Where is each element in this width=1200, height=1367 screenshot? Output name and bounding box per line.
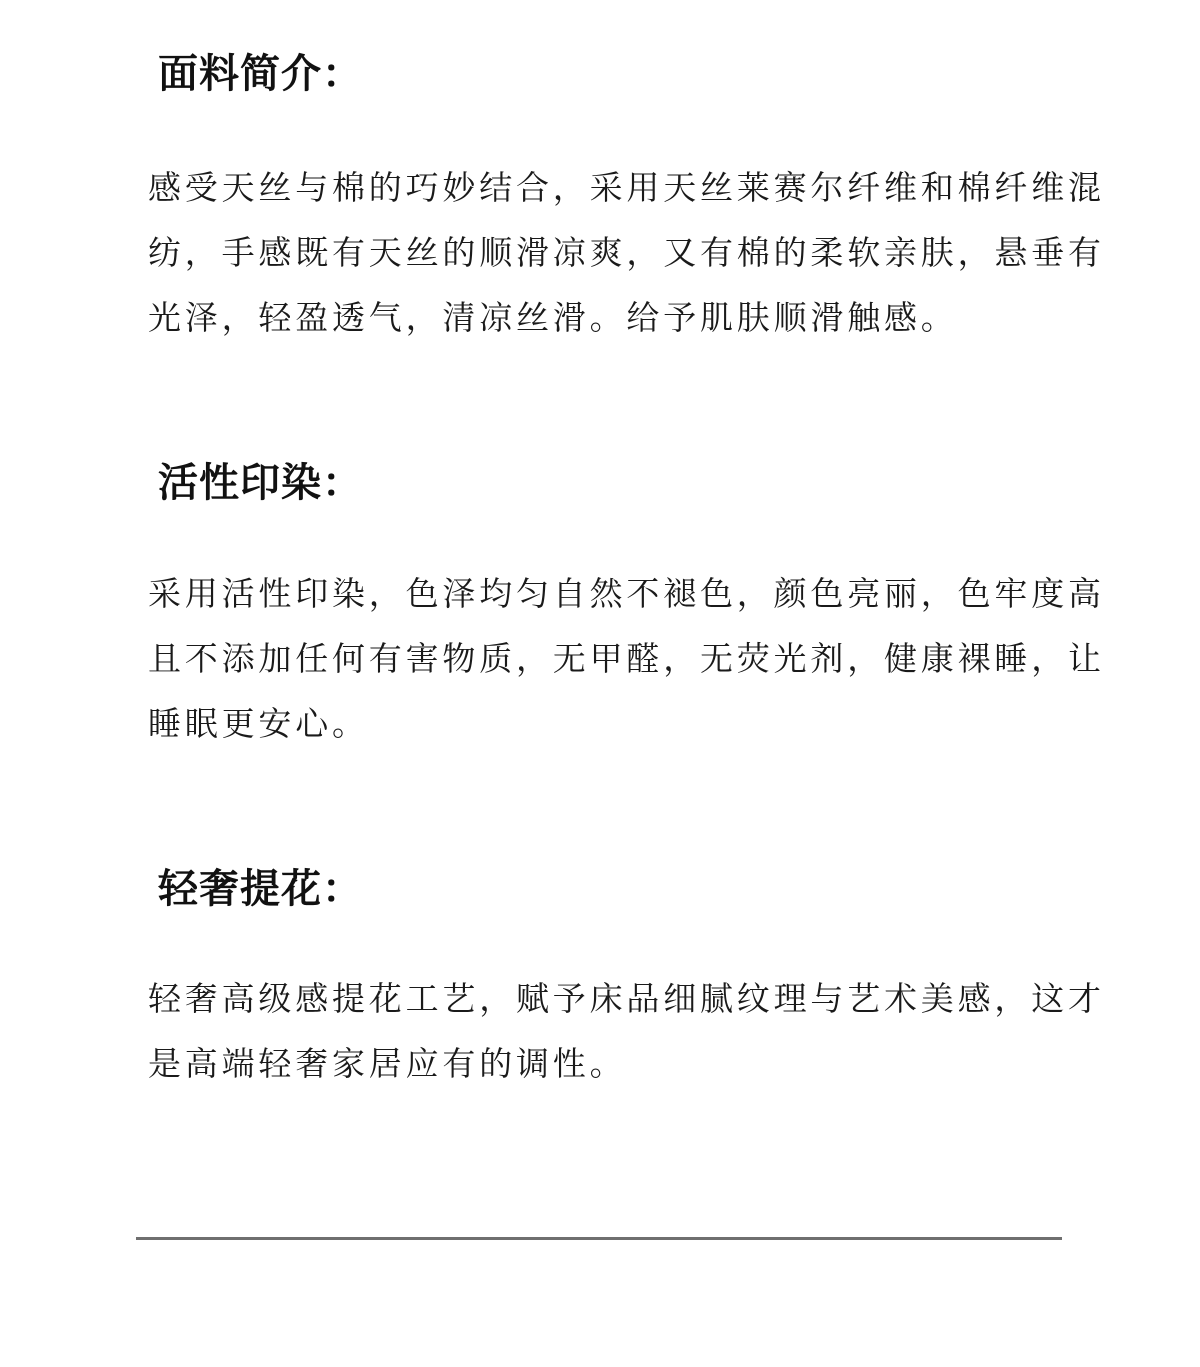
section-body-jacquard [148,966,1105,1096]
section-body-printing [148,561,1105,756]
body-line: 感受天丝与棉的巧妙结合，采用天丝莱赛尔纤维和棉纤维混 [148,168,1105,207]
body-line: 光泽，轻盈透气，清凉丝滑。给予肌肤顺滑触感。 [148,298,958,337]
body-line: 是高端轻奢家居应有的调性。 [148,1044,627,1083]
section-heading-jacquard: 轻奢提花： [158,866,363,912]
section-body-fabric [148,155,1105,350]
body-line: 轻奢高级感提花工艺，赋予床品细腻纹理与艺术美感，这才 [148,979,1105,1018]
body-line: 且不添加任何有害物质，无甲醛，无荧光剂，健康裸睡，让 [148,639,1105,678]
body-line: 纺，手感既有天丝的顺滑凉爽，又有棉的柔软亲肤，悬垂有 [148,233,1105,272]
body-line: 采用活性印染，色泽均匀自然不褪色，颜色亮丽，色牢度高 [148,574,1105,613]
bottom-divider [136,1237,1062,1240]
section-heading-fabric: 面料简介： [158,51,363,97]
body-line: 睡眠更安心。 [148,704,369,743]
section-heading-printing: 活性印染： [158,460,363,506]
